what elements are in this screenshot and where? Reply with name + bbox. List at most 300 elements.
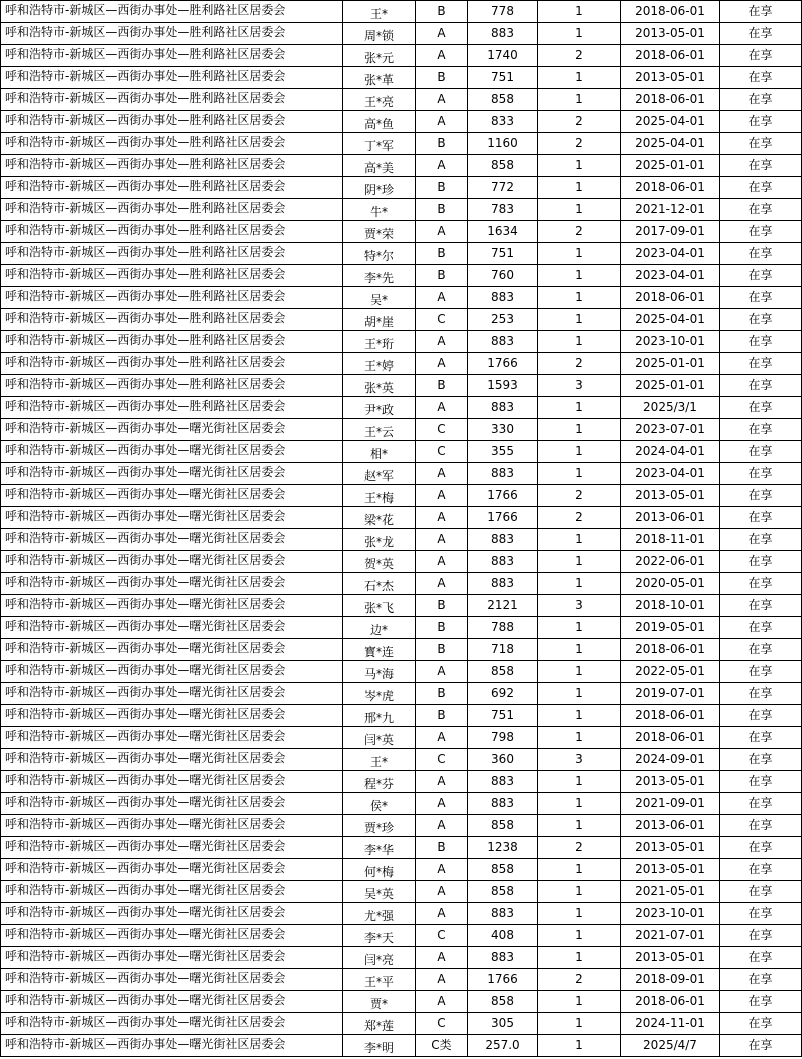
- region-cell: 呼和浩特市-新城区—西街办事处—曙光街社区居委会: [1, 793, 343, 815]
- count-cell: 1: [538, 925, 621, 947]
- region-cell: 呼和浩特市-新城区—西街办事处—胜利路社区居委会: [1, 353, 343, 375]
- name-text: 特*尔: [363, 249, 394, 263]
- name-cell: [343, 375, 416, 397]
- region-cell: 呼和浩特市-新城区—西街办事处—胜利路社区居委会: [1, 89, 343, 111]
- name-cell: [343, 397, 416, 419]
- region-cell: 呼和浩特市-新城区—西街办事处—曙光街社区居委会: [1, 573, 343, 595]
- class-cell: C: [416, 441, 468, 463]
- table-row: [1, 749, 802, 771]
- count-cell: 1: [538, 727, 621, 749]
- name-cell: [343, 243, 416, 265]
- table-row: [1, 397, 802, 419]
- status-cell: 在享: [720, 309, 802, 331]
- name-cell: [343, 287, 416, 309]
- table-row: [1, 837, 802, 859]
- count-cell: 1: [538, 331, 621, 353]
- region-cell: 呼和浩特市-新城区—西街办事处—曙光街社区居委会: [1, 947, 343, 969]
- name-cell: [343, 947, 416, 969]
- class-cell: A: [416, 771, 468, 793]
- class-cell: A: [416, 551, 468, 573]
- name-text: 王*梅: [363, 491, 394, 505]
- name-text: 贾*荣: [363, 227, 394, 241]
- amount-cell: 1160: [468, 133, 538, 155]
- table-row: [1, 287, 802, 309]
- region-cell: 呼和浩特市-新城区—西街办事处—胜利路社区居委会: [1, 177, 343, 199]
- date-cell: 2018-10-01: [621, 595, 720, 617]
- table-row: [1, 375, 802, 397]
- name-text: 张*元: [363, 51, 394, 65]
- amount-cell: 257.0: [468, 1035, 538, 1057]
- date-cell: 2021-05-01: [621, 881, 720, 903]
- date-cell: 2019-07-01: [621, 683, 720, 705]
- table-row: [1, 639, 802, 661]
- name-text: 赵*军: [363, 469, 394, 483]
- name-cell: [343, 45, 416, 67]
- count-cell: 2: [538, 111, 621, 133]
- region-cell: 呼和浩特市-新城区—西街办事处—胜利路社区居委会: [1, 199, 343, 221]
- name-text: 王*: [369, 755, 388, 769]
- region-cell: 呼和浩特市-新城区—西街办事处—曙光街社区居委会: [1, 815, 343, 837]
- name-cell: [343, 727, 416, 749]
- amount-cell: 788: [468, 617, 538, 639]
- count-cell: 1: [538, 67, 621, 89]
- region-cell: 呼和浩特市-新城区—西街办事处—胜利路社区居委会: [1, 265, 343, 287]
- status-cell: 在享: [720, 573, 802, 595]
- class-cell: C: [416, 925, 468, 947]
- class-cell: A: [416, 991, 468, 1013]
- date-cell: 2025-01-01: [621, 155, 720, 177]
- status-cell: 在享: [720, 265, 802, 287]
- count-cell: 2: [538, 133, 621, 155]
- date-cell: 2018-11-01: [621, 529, 720, 551]
- amount-cell: 858: [468, 89, 538, 111]
- table-row: [1, 881, 802, 903]
- count-cell: 1: [538, 155, 621, 177]
- name-cell: [343, 23, 416, 45]
- amount-cell: 858: [468, 881, 538, 903]
- status-cell: 在享: [720, 419, 802, 441]
- date-cell: 2024-09-01: [621, 749, 720, 771]
- amount-cell: 1634: [468, 221, 538, 243]
- count-cell: 1: [538, 551, 621, 573]
- amount-cell: 883: [468, 23, 538, 45]
- class-cell: A: [416, 397, 468, 419]
- name-cell: [343, 661, 416, 683]
- region-cell: 呼和浩特市-新城区—西街办事处—曙光街社区居委会: [1, 881, 343, 903]
- class-cell: A: [416, 23, 468, 45]
- name-cell: [343, 881, 416, 903]
- region-cell: 呼和浩特市-新城区—西街办事处—胜利路社区居委会: [1, 287, 343, 309]
- count-cell: 1: [538, 265, 621, 287]
- status-cell: 在享: [720, 749, 802, 771]
- class-cell: C: [416, 419, 468, 441]
- status-cell: 在享: [720, 375, 802, 397]
- name-cell: [343, 595, 416, 617]
- status-cell: 在享: [720, 683, 802, 705]
- class-cell: B: [416, 67, 468, 89]
- name-cell: [343, 155, 416, 177]
- name-cell: [343, 1013, 416, 1035]
- name-cell: [343, 837, 416, 859]
- table-row: [1, 177, 802, 199]
- date-cell: 2018-06-01: [621, 287, 720, 309]
- count-cell: 1: [538, 529, 621, 551]
- date-cell: 2017-09-01: [621, 221, 720, 243]
- status-cell: 在享: [720, 639, 802, 661]
- status-cell: 在享: [720, 111, 802, 133]
- status-cell: 在享: [720, 1013, 802, 1035]
- date-cell: 2018-06-01: [621, 1, 720, 23]
- date-cell: 2021-09-01: [621, 793, 720, 815]
- name-text: 侯*: [369, 799, 388, 813]
- amount-cell: 1593: [468, 375, 538, 397]
- table-row: [1, 573, 802, 595]
- status-cell: 在享: [720, 199, 802, 221]
- table-row: [1, 133, 802, 155]
- class-cell: A: [416, 507, 468, 529]
- table-row: [1, 771, 802, 793]
- amount-cell: 883: [468, 463, 538, 485]
- date-cell: 2025-04-01: [621, 111, 720, 133]
- status-cell: 在享: [720, 661, 802, 683]
- status-cell: 在享: [720, 595, 802, 617]
- status-cell: 在享: [720, 903, 802, 925]
- amount-cell: 883: [468, 771, 538, 793]
- amount-cell: 883: [468, 287, 538, 309]
- class-cell: A: [416, 221, 468, 243]
- table-row: [1, 23, 802, 45]
- name-text: 程*芬: [363, 777, 394, 791]
- class-cell: A: [416, 45, 468, 67]
- region-cell: 呼和浩特市-新城区—西街办事处—胜利路社区居委会: [1, 133, 343, 155]
- region-cell: 呼和浩特市-新城区—西街办事处—曙光街社区居委会: [1, 683, 343, 705]
- count-cell: 1: [538, 199, 621, 221]
- count-cell: 1: [538, 705, 621, 727]
- table-row: [1, 529, 802, 551]
- table-row: [1, 67, 802, 89]
- status-cell: 在享: [720, 89, 802, 111]
- name-cell: [343, 507, 416, 529]
- region-cell: 呼和浩特市-新城区—西街办事处—曙光街社区居委会: [1, 463, 343, 485]
- region-cell: 呼和浩特市-新城区—西街办事处—胜利路社区居委会: [1, 243, 343, 265]
- class-cell: A: [416, 111, 468, 133]
- region-cell: 呼和浩特市-新城区—西街办事处—曙光街社区居委会: [1, 925, 343, 947]
- class-cell: A: [416, 529, 468, 551]
- count-cell: 2: [538, 507, 621, 529]
- name-cell: [343, 133, 416, 155]
- name-cell: [343, 331, 416, 353]
- class-cell: C: [416, 309, 468, 331]
- count-cell: 2: [538, 45, 621, 67]
- count-cell: 1: [538, 419, 621, 441]
- date-cell: 2023-07-01: [621, 419, 720, 441]
- status-cell: 在享: [720, 45, 802, 67]
- count-cell: 1: [538, 793, 621, 815]
- class-cell: A: [416, 155, 468, 177]
- amount-cell: 883: [468, 903, 538, 925]
- class-cell: A: [416, 859, 468, 881]
- amount-cell: 772: [468, 177, 538, 199]
- date-cell: 2018-06-01: [621, 705, 720, 727]
- count-cell: 1: [538, 617, 621, 639]
- name-text: 郑*莲: [363, 1019, 394, 1033]
- amount-cell: 778: [468, 1, 538, 23]
- table-row: [1, 463, 802, 485]
- region-cell: 呼和浩特市-新城区—西街办事处—曙光街社区居委会: [1, 969, 343, 991]
- status-cell: 在享: [720, 793, 802, 815]
- status-cell: 在享: [720, 155, 802, 177]
- count-cell: 1: [538, 441, 621, 463]
- region-cell: 呼和浩特市-新城区—西街办事处—曙光街社区居委会: [1, 441, 343, 463]
- class-cell: C: [416, 749, 468, 771]
- count-cell: 1: [538, 397, 621, 419]
- date-cell: 2021-12-01: [621, 199, 720, 221]
- count-cell: 3: [538, 595, 621, 617]
- amount-cell: 751: [468, 67, 538, 89]
- date-cell: 2018-06-01: [621, 45, 720, 67]
- count-cell: 2: [538, 353, 621, 375]
- count-cell: 1: [538, 89, 621, 111]
- table-row: [1, 793, 802, 815]
- region-cell: 呼和浩特市-新城区—西街办事处—曙光街社区居委会: [1, 991, 343, 1013]
- name-text: 高*鱼: [363, 117, 394, 131]
- name-text: 张*飞: [363, 601, 394, 615]
- region-cell: 呼和浩特市-新城区—西街办事处—胜利路社区居委会: [1, 397, 343, 419]
- region-cell: 呼和浩特市-新城区—西街办事处—胜利路社区居委会: [1, 331, 343, 353]
- amount-cell: 883: [468, 573, 538, 595]
- amount-cell: 355: [468, 441, 538, 463]
- date-cell: 2013-05-01: [621, 67, 720, 89]
- status-cell: 在享: [720, 837, 802, 859]
- date-cell: 2025/3/1: [621, 397, 720, 419]
- region-cell: 呼和浩特市-新城区—西街办事处—曙光街社区居委会: [1, 705, 343, 727]
- table-row: [1, 903, 802, 925]
- region-cell: 呼和浩特市-新城区—西街办事处—曙光街社区居委会: [1, 485, 343, 507]
- name-text: 丁*军: [363, 139, 394, 153]
- count-cell: 1: [538, 573, 621, 595]
- date-cell: 2023-04-01: [621, 243, 720, 265]
- date-cell: 2025-04-01: [621, 309, 720, 331]
- name-text: 邢*九: [363, 711, 394, 725]
- region-cell: 呼和浩特市-新城区—西街办事处—曙光街社区居委会: [1, 837, 343, 859]
- name-cell: [343, 705, 416, 727]
- name-text: 石*杰: [363, 579, 394, 593]
- count-cell: 2: [538, 485, 621, 507]
- status-cell: 在享: [720, 727, 802, 749]
- table-row: [1, 991, 802, 1013]
- amount-cell: 751: [468, 705, 538, 727]
- name-text: 闫*亮: [363, 953, 394, 967]
- date-cell: 2025-01-01: [621, 353, 720, 375]
- table-row: [1, 243, 802, 265]
- count-cell: 1: [538, 859, 621, 881]
- amount-cell: 305: [468, 1013, 538, 1035]
- status-cell: 在享: [720, 881, 802, 903]
- class-cell: B: [416, 265, 468, 287]
- status-cell: 在享: [720, 397, 802, 419]
- name-cell: [343, 639, 416, 661]
- count-cell: 1: [538, 1013, 621, 1035]
- class-cell: B: [416, 639, 468, 661]
- name-cell: [343, 111, 416, 133]
- status-cell: 在享: [720, 925, 802, 947]
- table-row: [1, 111, 802, 133]
- name-cell: [343, 683, 416, 705]
- region-cell: 呼和浩特市-新城区—西街办事处—曙光街社区居委会: [1, 771, 343, 793]
- name-cell: [343, 1035, 416, 1057]
- class-cell: C类: [416, 1035, 468, 1057]
- table-row: [1, 89, 802, 111]
- class-cell: C: [416, 1013, 468, 1035]
- name-text: 王*婷: [363, 359, 394, 373]
- status-cell: 在享: [720, 947, 802, 969]
- class-cell: A: [416, 815, 468, 837]
- date-cell: 2024-11-01: [621, 1013, 720, 1035]
- status-cell: 在享: [720, 243, 802, 265]
- table-row: [1, 485, 802, 507]
- date-cell: 2018-09-01: [621, 969, 720, 991]
- class-cell: B: [416, 617, 468, 639]
- name-cell: [343, 617, 416, 639]
- name-text: 牛*: [369, 205, 388, 219]
- region-cell: 呼和浩特市-新城区—西街办事处—曙光街社区居委会: [1, 529, 343, 551]
- class-cell: A: [416, 573, 468, 595]
- status-cell: 在享: [720, 991, 802, 1013]
- name-text: 尹*政: [363, 403, 394, 417]
- name-cell: [343, 749, 416, 771]
- region-cell: 呼和浩特市-新城区—西街办事处—胜利路社区居委会: [1, 67, 343, 89]
- amount-cell: 1766: [468, 485, 538, 507]
- name-text: 胡*崖: [363, 315, 394, 329]
- status-cell: 在享: [720, 969, 802, 991]
- region-cell: 呼和浩特市-新城区—西街办事处—胜利路社区居委会: [1, 45, 343, 67]
- class-cell: A: [416, 903, 468, 925]
- class-cell: B: [416, 375, 468, 397]
- region-cell: 呼和浩特市-新城区—西街办事处—胜利路社区居委会: [1, 155, 343, 177]
- name-cell: [343, 309, 416, 331]
- class-cell: A: [416, 661, 468, 683]
- count-cell: 2: [538, 837, 621, 859]
- region-cell: 呼和浩特市-新城区—西街办事处—曙光街社区居委会: [1, 419, 343, 441]
- count-cell: 3: [538, 749, 621, 771]
- name-text: 何*梅: [363, 865, 394, 879]
- date-cell: 2022-06-01: [621, 551, 720, 573]
- date-cell: 2021-07-01: [621, 925, 720, 947]
- table-row: [1, 309, 802, 331]
- status-cell: 在享: [720, 507, 802, 529]
- name-text: 李*先: [363, 271, 394, 285]
- table-row: [1, 155, 802, 177]
- status-cell: 在享: [720, 221, 802, 243]
- name-text: 相*: [369, 447, 388, 461]
- region-cell: 呼和浩特市-新城区—西街办事处—曙光街社区居委会: [1, 507, 343, 529]
- date-cell: 2020-05-01: [621, 573, 720, 595]
- table-row: [1, 1013, 802, 1035]
- amount-cell: 1740: [468, 45, 538, 67]
- date-cell: 2013-05-01: [621, 771, 720, 793]
- status-cell: 在享: [720, 177, 802, 199]
- status-cell: 在享: [720, 353, 802, 375]
- name-text: 王*: [369, 7, 388, 21]
- status-cell: 在享: [720, 287, 802, 309]
- table-row: [1, 947, 802, 969]
- class-cell: B: [416, 199, 468, 221]
- date-cell: 2018-06-01: [621, 727, 720, 749]
- class-cell: A: [416, 463, 468, 485]
- name-text: 王*珩: [363, 337, 394, 351]
- name-text: 王*云: [363, 425, 394, 439]
- amount-cell: 692: [468, 683, 538, 705]
- name-text: 张*革: [363, 73, 394, 87]
- name-text: 张*龙: [363, 535, 394, 549]
- date-cell: 2023-04-01: [621, 463, 720, 485]
- region-cell: 呼和浩特市-新城区—西街办事处—胜利路社区居委会: [1, 1, 343, 23]
- class-cell: A: [416, 793, 468, 815]
- date-cell: 2025/4/7: [621, 1035, 720, 1057]
- name-cell: [343, 903, 416, 925]
- table-row: [1, 1035, 802, 1057]
- region-cell: 呼和浩特市-新城区—西街办事处—胜利路社区居委会: [1, 111, 343, 133]
- region-cell: 呼和浩特市-新城区—西街办事处—胜利路社区居委会: [1, 221, 343, 243]
- count-cell: 2: [538, 969, 621, 991]
- table-row: [1, 595, 802, 617]
- name-text: 周*锁: [363, 29, 394, 43]
- date-cell: 2013-05-01: [621, 23, 720, 45]
- amount-cell: 1766: [468, 969, 538, 991]
- amount-cell: 858: [468, 815, 538, 837]
- class-cell: A: [416, 947, 468, 969]
- region-cell: 呼和浩特市-新城区—西街办事处—曙光街社区居委会: [1, 1035, 343, 1057]
- status-cell: 在享: [720, 859, 802, 881]
- name-text: 岑*虎: [363, 689, 394, 703]
- amount-cell: 883: [468, 331, 538, 353]
- region-cell: 呼和浩特市-新城区—西街办事处—曙光街社区居委会: [1, 1013, 343, 1035]
- region-cell: 呼和浩特市-新城区—西街办事处—曙光街社区居委会: [1, 903, 343, 925]
- name-cell: [343, 265, 416, 287]
- amount-cell: 718: [468, 639, 538, 661]
- status-cell: 在享: [720, 463, 802, 485]
- amount-cell: 858: [468, 859, 538, 881]
- count-cell: 1: [538, 947, 621, 969]
- name-text: 张*英: [363, 381, 394, 395]
- class-cell: A: [416, 89, 468, 111]
- date-cell: 2023-04-01: [621, 265, 720, 287]
- amount-cell: 883: [468, 793, 538, 815]
- table-row: [1, 815, 802, 837]
- name-text: 李*华: [363, 843, 394, 857]
- amount-cell: 798: [468, 727, 538, 749]
- amount-cell: 858: [468, 991, 538, 1013]
- table-row: [1, 441, 802, 463]
- amount-cell: 883: [468, 947, 538, 969]
- name-text: 王*亮: [363, 95, 394, 109]
- name-cell: [343, 793, 416, 815]
- region-cell: 呼和浩特市-新城区—西街办事处—曙光街社区居委会: [1, 749, 343, 771]
- region-cell: 呼和浩特市-新城区—西街办事处—曙光街社区居委会: [1, 617, 343, 639]
- date-cell: 2025-01-01: [621, 375, 720, 397]
- count-cell: 1: [538, 243, 621, 265]
- region-cell: 呼和浩特市-新城区—西街办事处—胜利路社区居委会: [1, 375, 343, 397]
- name-cell: [343, 771, 416, 793]
- table-row: [1, 45, 802, 67]
- name-cell: [343, 221, 416, 243]
- amount-cell: 760: [468, 265, 538, 287]
- count-cell: 1: [538, 287, 621, 309]
- name-cell: [343, 485, 416, 507]
- table-row: [1, 661, 802, 683]
- date-cell: 2013-06-01: [621, 815, 720, 837]
- table-row: [1, 969, 802, 991]
